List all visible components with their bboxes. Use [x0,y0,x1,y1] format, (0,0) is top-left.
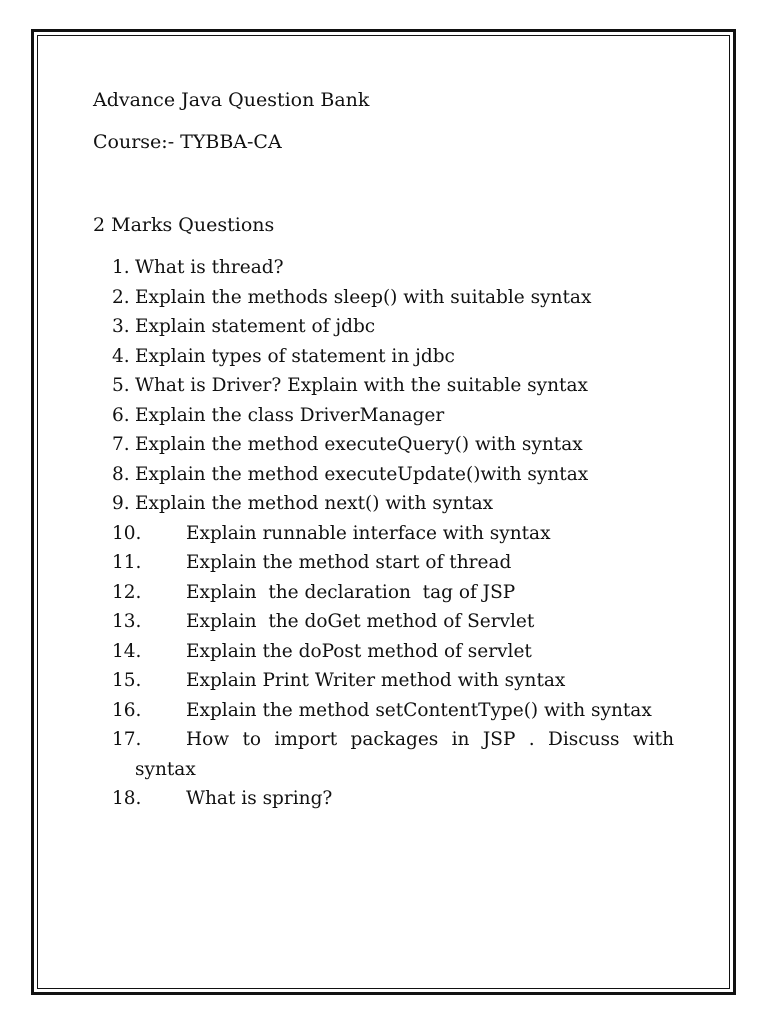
question-text: Explain the methods sleep() with suitable syntax [135,286,592,308]
question-number: 8. [112,463,130,485]
question-item [112,637,674,667]
question-text: Explain the method setContentType() with syntax [186,699,652,721]
question-number: 3. [112,316,130,337]
question-text: What is spring? [186,788,333,809]
question-number: 6. [112,404,130,426]
question-item [112,401,674,431]
question-item [112,489,674,519]
question-item [112,460,674,490]
question-item [112,519,674,549]
question-number: 9. [112,493,130,514]
question-number: 10. [112,522,142,544]
question-item [112,548,674,578]
question-item [112,725,674,784]
question-text: Explain Print Writer method with syntax [186,670,566,691]
question-text: Explain the class DriverManager [135,404,445,426]
document-title: Advance Java Question Bank [93,89,370,111]
question-text: What is thread? [135,257,284,278]
question-item [112,607,674,637]
question-text: Explain statement of jdbc [135,316,376,337]
question-number: 2. [112,286,130,308]
question-text: Explain the method executeQuery() with syntax [135,434,583,455]
question-item [112,784,674,814]
question-number: 15. [112,670,142,691]
question-item [112,430,674,460]
question-item [112,578,674,608]
question-item [112,342,674,372]
question-text: Explain the method next() with syntax [135,493,494,514]
question-text: Explain the declaration tag of JSP [186,581,516,603]
question-text: How to import packages in JSP . Discuss with syntax [135,729,674,780]
question-text: Explain the method start of thread [186,552,512,573]
question-item [112,666,674,696]
question-text: Explain the method executeUpdate()with syntax [135,463,589,485]
question-text: Explain types of statement in jdbc [135,345,455,367]
question-text: What is Driver? Explain with the suitable syntax [135,375,588,396]
question-item [112,312,674,342]
question-text: Explain runnable interface with syntax [186,522,551,544]
question-number: 12. [112,581,142,603]
question-number: 14. [112,640,142,662]
question-item [112,696,674,726]
question-item [112,253,674,283]
question-number: 13. [112,611,142,632]
question-number: 1. [112,257,130,278]
question-text: Explain the doGet method of Servlet [186,611,535,632]
question-item [112,371,674,401]
question-number: 7. [112,434,130,455]
question-list [112,253,674,814]
question-number: 5. [112,375,130,396]
question-number: 17. [112,729,142,750]
question-text: Explain the doPost method of servlet [186,640,532,662]
question-number: 4. [112,345,130,367]
question-number: 16. [112,699,142,721]
section-heading: 2 Marks Questions [93,214,275,236]
question-number: 18. [112,788,142,809]
question-number: 11. [112,552,142,573]
question-item [112,283,674,313]
course-line: Course:- TYBBA-CA [93,131,282,153]
